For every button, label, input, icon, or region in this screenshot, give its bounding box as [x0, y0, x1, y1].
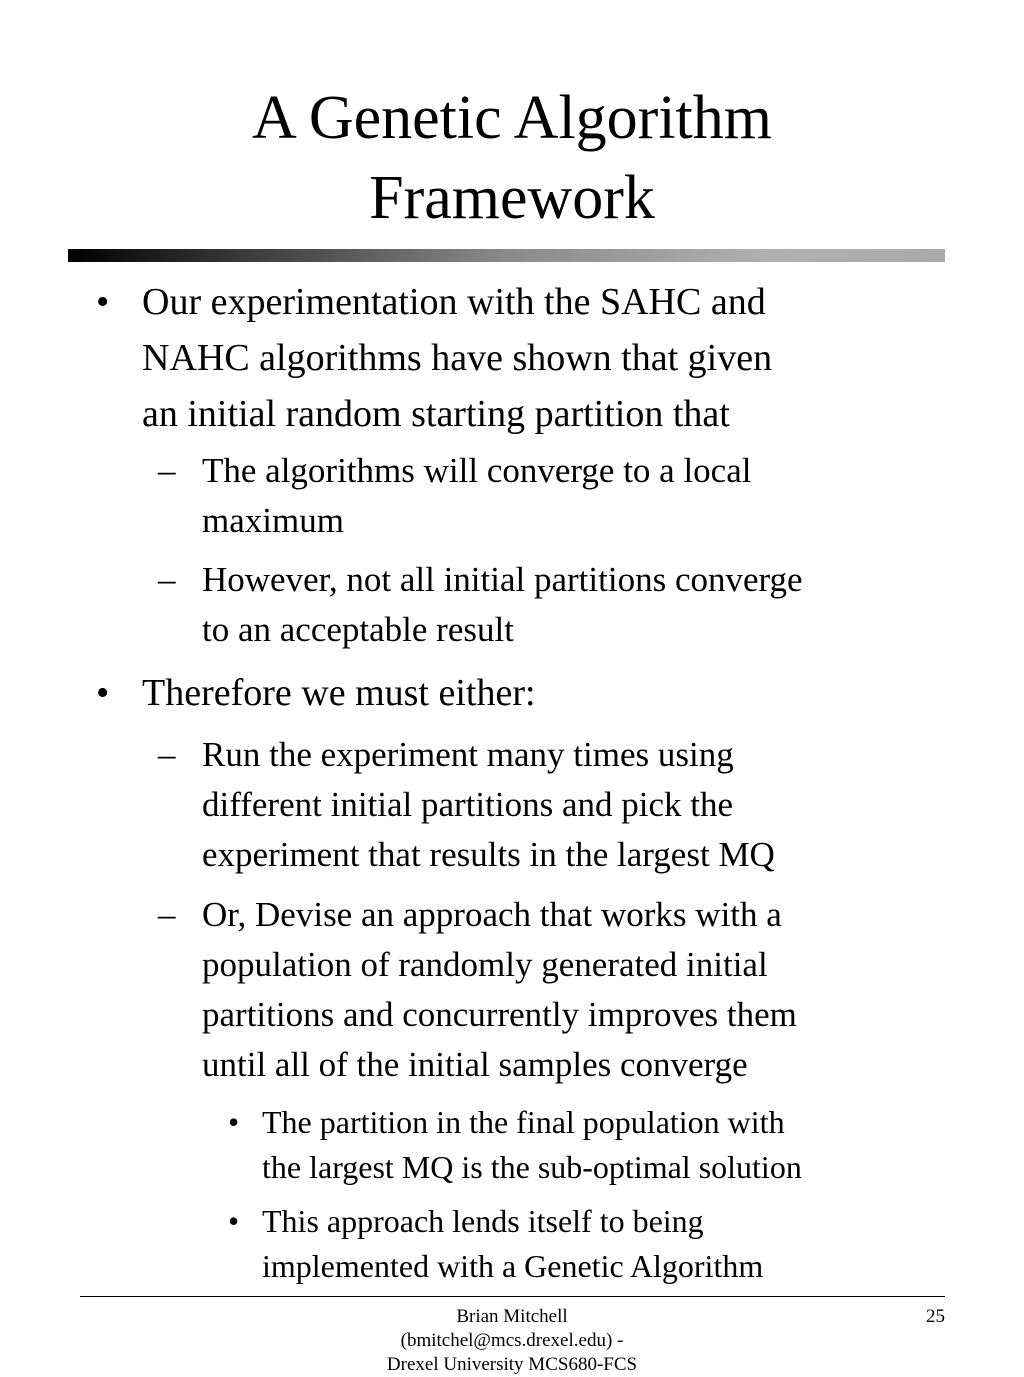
sub-bullet-line: experiment that results in the largest MQ [202, 835, 775, 874]
sub-sub-bullet-text [262, 1100, 982, 1190]
slide-title [0, 78, 1024, 238]
bullet-line: Our experimentation with the SAHC and [142, 281, 766, 323]
bullet-line: NAHC algorithms have shown that given [142, 337, 773, 379]
sub-bullet-line: maximum [202, 501, 344, 540]
sub-bullet-text [202, 730, 982, 880]
dash-marker: – [158, 895, 176, 934]
sub-bullet-line: to an acceptable result [202, 610, 514, 649]
dash-marker: – [158, 451, 176, 490]
sub-bullet-line: Run the experiment many times using [202, 735, 734, 774]
footer-author-name: Brian Mitchell [456, 1306, 568, 1327]
bullet-marker: • [228, 1104, 240, 1140]
sub-sub-bullet-line: The partition in the final population with [262, 1104, 785, 1140]
sub-bullet-text [202, 446, 982, 546]
page-number: 25 [926, 1306, 945, 1327]
footer-author-email: (bmitchel@mcs.drexel.edu) - [400, 1330, 624, 1351]
footer-author [312, 1305, 712, 1377]
dash-marker: – [158, 560, 176, 599]
sub-sub-bullet-line: implemented with a Genetic Algorithm [262, 1248, 764, 1284]
bullet-text [142, 274, 962, 442]
sub-bullet-line: Or, Devise an approach that works with a [202, 895, 782, 934]
bullet-marker: • [228, 1203, 240, 1239]
footer-author-course: Drexel University MCS680-FCS [386, 1354, 638, 1375]
sub-sub-bullet-line: the largest MQ is the sub-optimal solution [262, 1149, 802, 1185]
bullet-marker: • [96, 281, 110, 323]
bullet-marker: • [96, 672, 110, 714]
sub-bullet-line: The algorithms will converge to a local [202, 451, 752, 490]
bullet-line: an initial random starting partition that [142, 393, 730, 435]
sub-bullet-line: until all of the initial samples converge [202, 1045, 748, 1084]
sub-sub-bullet-line: This approach lends itself to being [262, 1203, 704, 1239]
sub-bullet-line: partitions and concurrently improves them [202, 995, 797, 1034]
footer-divider [80, 1296, 945, 1297]
sub-bullet-text [202, 555, 1002, 655]
title-divider [68, 249, 945, 262]
bullet-line: Therefore we must either: [142, 672, 536, 714]
dash-marker: – [158, 735, 176, 774]
sub-sub-bullet-text [262, 1199, 982, 1289]
sub-bullet-line: population of randomly generated initial [202, 945, 768, 984]
slide-title-line-1: A Genetic Algorithm [251, 84, 773, 152]
sub-bullet-line: However, not all initial partitions converge [202, 560, 803, 599]
sub-bullet-line: different initial partitions and pick the [202, 785, 734, 824]
sub-bullet-text [202, 890, 992, 1090]
slide-title-line-2: Framework [369, 164, 655, 232]
bullet-text [142, 665, 962, 721]
